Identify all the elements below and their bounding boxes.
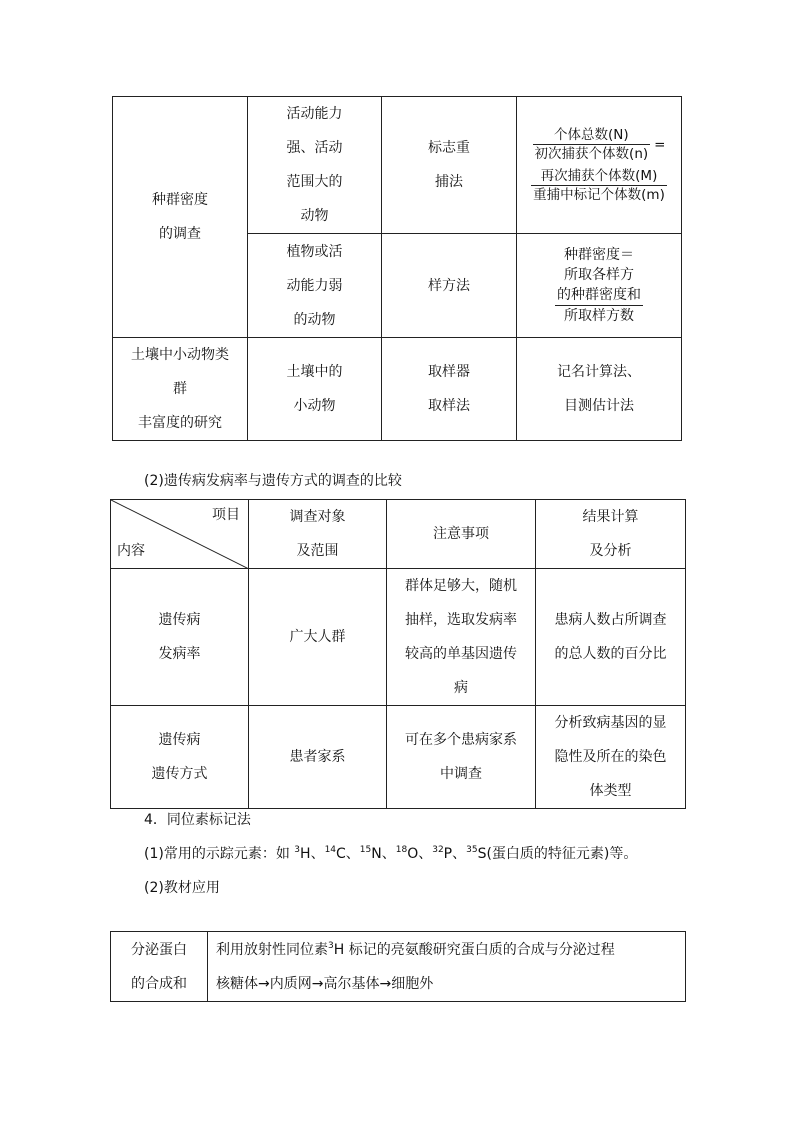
formula-mark-recapture: $\frac{\text{个体总数(N)}}{\text{初次捕获个体数(n)}}$ = $\frac{\text{再次捕获个体数(M)}}{\text{重捕中标记个体数(m)}}$ <box>517 97 682 234</box>
result-counting-methods: 记名计算法、 目测估计法 <box>517 338 682 441</box>
section-4-tracer-elements: (1)常用的示踪元素：如 $^3$H、$^{14}$C、$^{15}$N、$^{18}$O、$^{32}$P、$^{35}$S(蛋白质的特征元素)等。 <box>144 845 638 862</box>
fraction-total: $\frac{\text{个体总数(N)}}{\text{初次捕获个体数(n)}}$ <box>534 127 649 162</box>
row-label-incidence: 遗传病 发病率 <box>111 569 249 706</box>
header-survey-object: 调查对象 及范围 <box>249 500 387 569</box>
isotope-mass-number: 3 <box>294 845 301 855</box>
isotope-mass-number: 15 <box>359 845 372 855</box>
isotope-element: H <box>300 846 311 862</box>
method-sampler: 取样器 取样法 <box>382 338 517 441</box>
isotope-element: S <box>477 846 487 862</box>
topic-soil-fauna-richness: 土壤中小动物类 群 丰富度的研究 <box>113 338 248 441</box>
object-patient-family: 患者家系 <box>249 706 387 809</box>
isotope-mass-number: 14 <box>324 845 337 855</box>
row-label-inheritance-mode: 遗传病 遗传方式 <box>111 706 249 809</box>
diagonal-header-cell: 项目 内容 <box>111 500 249 569</box>
fraction-quadrat: 所取各样方 的种群密度和 所取样方数 <box>557 267 641 324</box>
isotope-list <box>294 846 486 862</box>
genetic-disease-table <box>110 499 686 809</box>
section-2-title: (2)遗传病发病率与遗传方式的调查的比较 <box>144 473 402 489</box>
separator: 、 <box>310 846 325 862</box>
notes-incidence: 群体足够大，随机 抽样，选取发病率 较高的单基因遗传 病 <box>387 569 536 706</box>
isotope-element: N <box>371 846 382 862</box>
isotope-mass-number: 35 <box>466 845 478 855</box>
section-4-title: 4．同位素标记法 <box>144 812 251 828</box>
isotope-element: P <box>443 846 453 862</box>
result-inheritance-mode: 分析致病基因的显 隐性及所在的染色 体类型 <box>536 706 686 809</box>
topic-population-density: 种群密度 的调查 <box>113 97 248 338</box>
formula-quadrat: 种群密度＝ 所取各样方 的种群密度和 所取样方数 <box>517 234 682 338</box>
object-general-population: 广大人群 <box>249 569 387 706</box>
isotope-element: C <box>336 846 346 862</box>
separator: 、 <box>345 846 360 862</box>
method-quadrat: 样方法 <box>382 234 517 338</box>
application-table <box>110 931 686 1002</box>
isotope-mass-number: 18 <box>395 845 408 855</box>
header-notes: 注意事项 <box>387 500 536 569</box>
object-soil-animals: 土壤中的 小动物 <box>248 338 382 441</box>
header-result: 结果计算 及分析 <box>536 500 686 569</box>
method-mark-recapture: 标志重 捕法 <box>382 97 517 234</box>
isotope-element: O <box>407 846 419 862</box>
separator: 、 <box>452 846 467 862</box>
isotope-mass-number: 32 <box>432 845 444 855</box>
section-4-textbook-application: (2)教材应用 <box>144 880 220 896</box>
notes-inheritance-mode: 可在多个患病家系 中调查 <box>387 706 536 809</box>
survey-methods-table <box>112 96 682 441</box>
fraction-recapture: $\frac{\text{再次捕获个体数(M)}}{\text{重捕中标记个体数(m)}}$ <box>533 168 665 203</box>
application-description: 利用放射性同位素$^3$H 标记的亮氨酸研究蛋白质的合成与分泌过程 核糖体→内质网→高尔基体→细胞外 <box>208 932 686 1002</box>
protein-secretion-pathway: 核糖体→内质网→高尔基体→细胞外 <box>216 975 434 992</box>
application-label: 分泌蛋白 的合成和 <box>111 932 208 1002</box>
result-incidence: 患病人数占所调查 的总人数的百分比 <box>536 569 686 706</box>
object-plants-weak-animals: 植物或活 动能力弱 的动物 <box>248 234 382 338</box>
separator: 、 <box>418 846 433 862</box>
object-active-animals: 活动能力 强、活动 范围大的 动物 <box>248 97 382 234</box>
separator: 、 <box>381 846 396 862</box>
